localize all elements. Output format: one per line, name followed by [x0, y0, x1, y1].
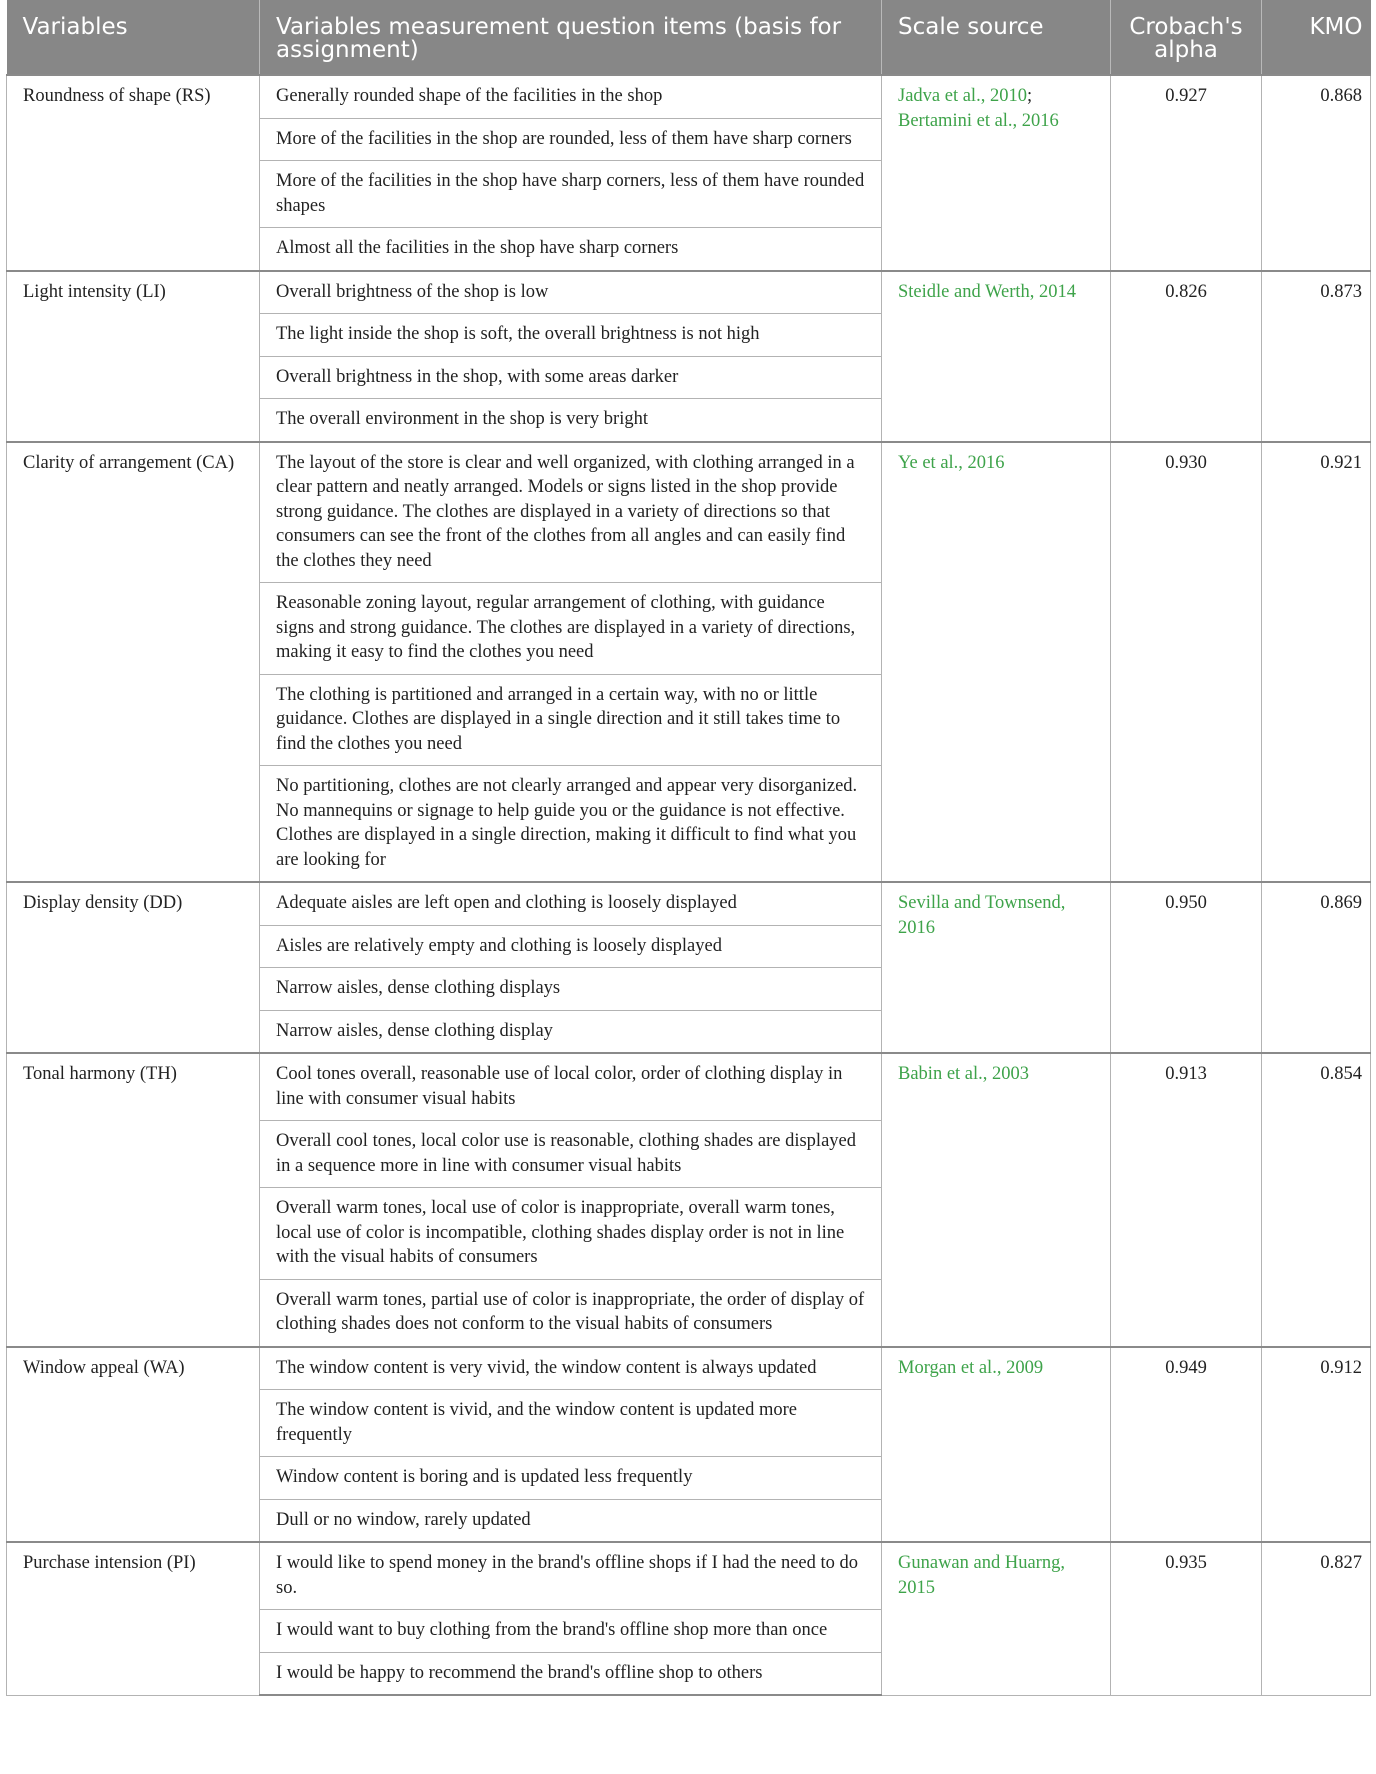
header-alpha: Crobach's alpha: [1111, 0, 1262, 75]
measurement-item-cell: Narrow aisles, dense clothing display: [260, 1010, 882, 1053]
alpha-cell: 0.913: [1111, 1053, 1262, 1347]
citation-link[interactable]: Babin et al., 2003: [898, 1064, 1030, 1084]
citation-link[interactable]: Bertamini et al., 2016: [898, 110, 1059, 131]
variable-cell: Tonal harmony (TH): [7, 1053, 260, 1347]
measurement-item-cell: Reasonable zoning layout, regular arrangement of clothing, with guidance signs and strong guidance. The clothes are displayed in a variety of directions, making it easy to find the clothes you need: [260, 583, 882, 675]
table-row: [7, 1347, 1371, 1390]
measurement-item-cell: The clothing is partitioned and arranged in a certain way, with no or little guidance. Clothes are displayed in a single direction and it still takes time to find the clothes you need: [260, 674, 882, 766]
variable-cell: Light intensity (LI): [7, 271, 260, 442]
kmo-cell: 0.921: [1262, 442, 1371, 883]
measurement-item-cell: Dull or no window, rarely updated: [260, 1499, 882, 1542]
measurement-item-cell: Overall warm tones, local use of color is inappropriate, overall warm tones, local use of color is incompatible, clothing shades display order is not in line with the visual habits of consumers: [260, 1188, 882, 1280]
citation-link[interactable]: Sevilla and Townsend, 2016: [898, 893, 1066, 938]
measurement-item-cell: Overall cool tones, local color use is reasonable, clothing shades are displayed in a sequence more in line with consumer visual habits: [260, 1121, 882, 1188]
header-source: Scale source: [882, 0, 1111, 75]
measurement-item-cell: I would like to spend money in the brand's offline shops if I had the need to do so.: [260, 1542, 882, 1610]
scale-source-cell: [882, 442, 1111, 883]
kmo-cell: 0.868: [1262, 75, 1371, 271]
measurement-item-cell: Overall warm tones, partial use of color is inappropriate, the order of display of clothing shades does not conform to the visual habits of consumers: [260, 1279, 882, 1347]
measurement-table: [6, 0, 1371, 1696]
table-row: [7, 1542, 1371, 1610]
header-kmo: KMO: [1262, 0, 1371, 75]
measurement-item-cell: Almost all the facilities in the shop have sharp corners: [260, 228, 882, 271]
measurement-item-cell: Narrow aisles, dense clothing displays: [260, 968, 882, 1011]
header-row: [7, 0, 1371, 75]
variable-cell: Display density (DD): [7, 882, 260, 1053]
scale-source-cell: [882, 1053, 1111, 1347]
scale-source-cell: [882, 1542, 1111, 1695]
header-variables: Variables: [7, 0, 260, 75]
citation-link[interactable]: Jadva et al., 2010: [898, 86, 1027, 106]
alpha-cell: 0.949: [1111, 1347, 1262, 1543]
measurement-item-cell: Overall brightness in the shop, with some areas darker: [260, 356, 882, 399]
variable-cell: Purchase intension (PI): [7, 1542, 260, 1695]
kmo-cell: 0.873: [1262, 271, 1371, 442]
measurement-item-cell: Window content is boring and is updated less frequently: [260, 1457, 882, 1500]
measurement-item-cell: I would be happy to recommend the brand's offline shop to others: [260, 1652, 882, 1695]
table-row: [7, 1053, 1371, 1121]
measurement-item-cell: I would want to buy clothing from the brand's offline shop more than once: [260, 1610, 882, 1653]
table-row: [7, 442, 1371, 583]
measurement-item-cell: No partitioning, clothes are not clearly arranged and appear very disorganized. No mannequins or signage to help guide you or the guidance is not effective. Clothes are displayed in a single direction, making it difficult to find what you are looking for: [260, 766, 882, 883]
alpha-cell: 0.935: [1111, 1542, 1262, 1695]
citation-link[interactable]: Steidle and Werth, 2014: [898, 281, 1076, 302]
kmo-cell: 0.854: [1262, 1053, 1371, 1347]
measurement-item-cell: The window content is very vivid, the window content is always updated: [260, 1347, 882, 1390]
table-row: [7, 75, 1371, 118]
scale-source-cell: [882, 1347, 1111, 1543]
citation-link[interactable]: Ye et al., 2016: [898, 452, 1005, 473]
measurement-item-cell: More of the facilities in the shop have sharp corners, less of them have rounded shapes: [260, 161, 882, 228]
measurement-item-cell: Aisles are relatively empty and clothing is loosely displayed: [260, 925, 882, 968]
scale-source-cell: [882, 882, 1111, 1053]
variable-cell: Clarity of arrangement (CA): [7, 442, 260, 883]
header-items: Variables measurement question items (basis for assignment): [260, 0, 882, 75]
citation-link[interactable]: Morgan et al., 2009: [898, 1357, 1044, 1378]
kmo-cell: 0.827: [1262, 1542, 1371, 1695]
kmo-cell: 0.869: [1262, 882, 1371, 1053]
alpha-cell: 0.950: [1111, 882, 1262, 1053]
measurement-item-cell: Cool tones overall, reasonable use of local color, order of clothing display in line with consumer visual habits: [260, 1053, 882, 1121]
measurement-item-cell: The window content is vivid, and the window content is updated more frequently: [260, 1390, 882, 1457]
measurement-item-cell: The layout of the store is clear and well organized, with clothing arranged in a clear pattern and neatly arranged. Models or signs listed in the shop provide strong guidance. The clothes are displayed in a variety of directions so that consumers can see the front of the clothes from all angles and can easily find the clothes they need: [260, 442, 882, 583]
scale-source-cell: Jadva et al., 2010; Bertamini et al., 2016: [882, 75, 1111, 271]
variable-cell: Roundness of shape (RS): [7, 75, 260, 271]
alpha-cell: 0.927: [1111, 75, 1262, 271]
table-body: [7, 75, 1371, 1695]
alpha-cell: 0.826: [1111, 271, 1262, 442]
citation-link[interactable]: Gunawan and Huarng, 2015: [898, 1553, 1065, 1598]
measurement-item-cell: The overall environment in the shop is very bright: [260, 399, 882, 442]
measurement-item-cell: More of the facilities in the shop are rounded, less of them have sharp corners: [260, 118, 882, 161]
variable-cell: Window appeal (WA): [7, 1347, 260, 1543]
table-row: [7, 271, 1371, 314]
measurement-item-cell: Overall brightness of the shop is low: [260, 271, 882, 314]
alpha-cell: 0.930: [1111, 442, 1262, 883]
table-row: [7, 882, 1371, 925]
kmo-cell: 0.912: [1262, 1347, 1371, 1543]
measurement-item-cell: Generally rounded shape of the facilities in the shop: [260, 75, 882, 118]
measurement-item-cell: Adequate aisles are left open and clothing is loosely displayed: [260, 882, 882, 925]
data-table-container: [6, 0, 1370, 1696]
scale-source-cell: [882, 271, 1111, 442]
measurement-item-cell: The light inside the shop is soft, the overall brightness is not high: [260, 314, 882, 357]
